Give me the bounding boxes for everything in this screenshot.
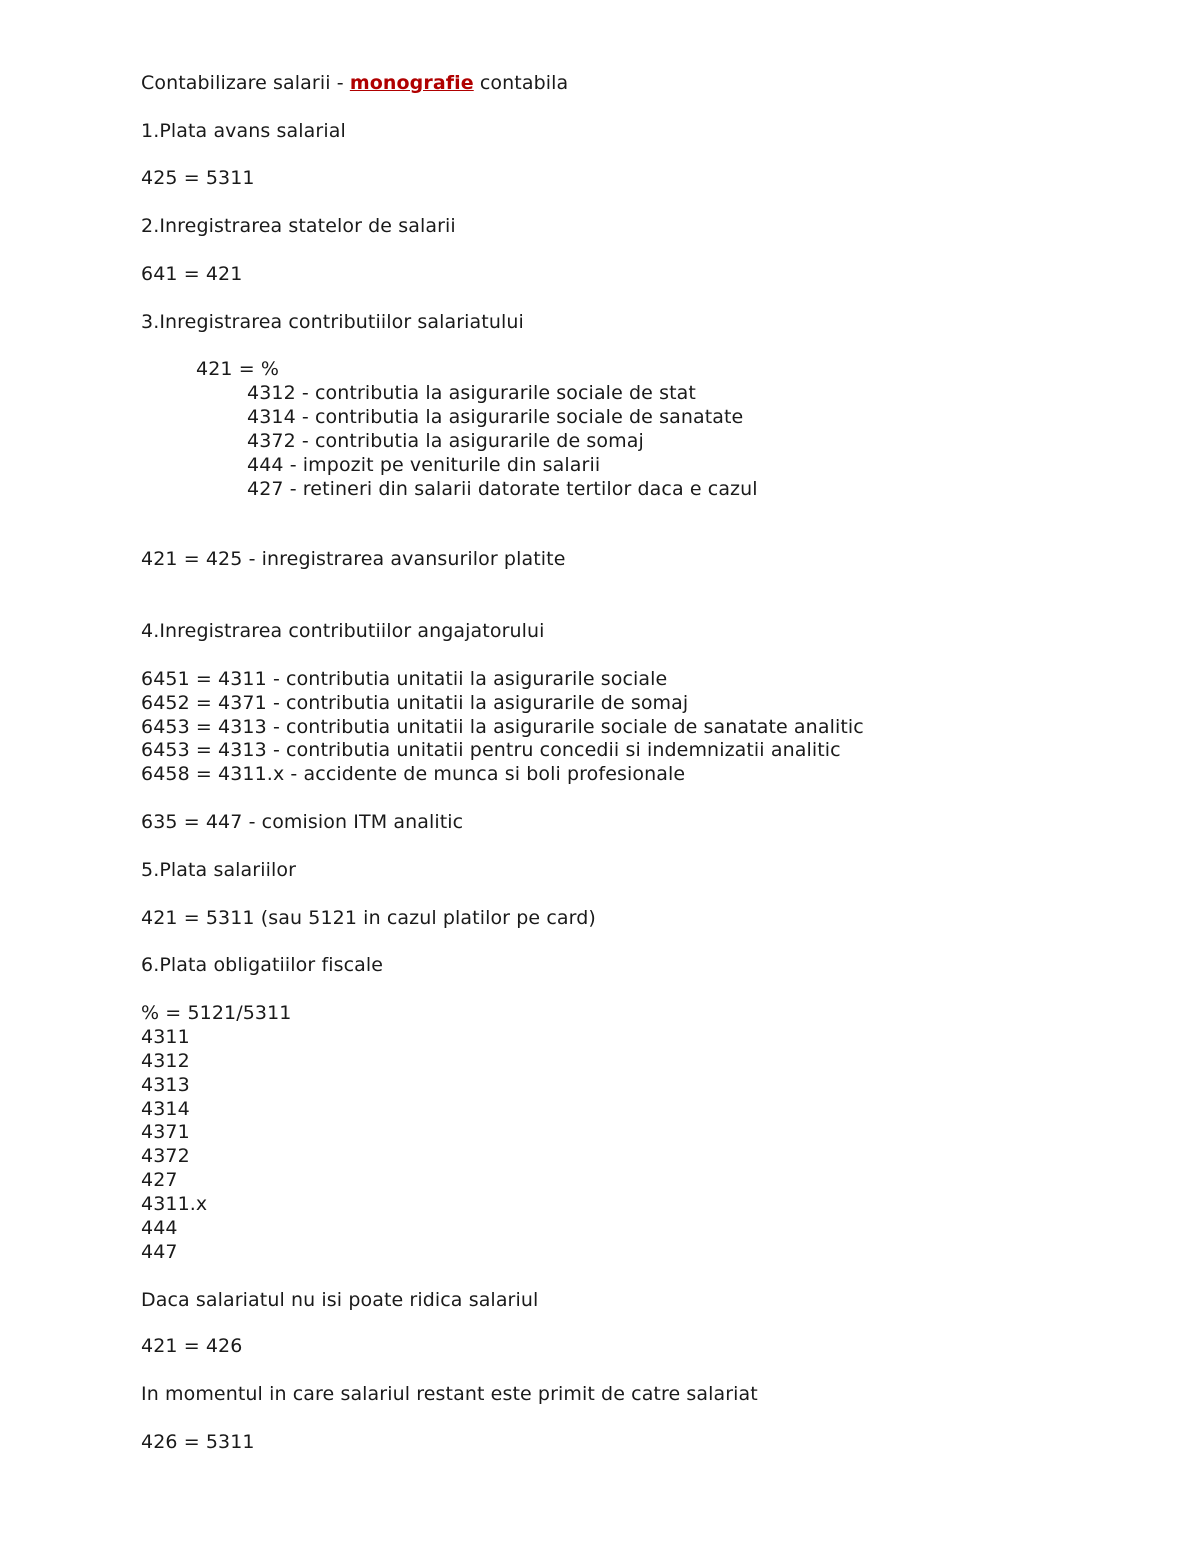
- section-3-item: 444 - impozit pe veniturile din salarii: [247, 454, 601, 476]
- section-6-heading: 6.Plata obligatiilor fiscale: [141, 954, 384, 976]
- section-4-entry: 6458 = 4311.x - accidente de munca si boli profesionale: [141, 763, 686, 785]
- section-6-account: 4312: [141, 1050, 190, 1072]
- section-2-entry: 641 = 421: [141, 263, 243, 285]
- section-2-heading: 2.Inregistrarea statelor de salarii: [141, 215, 456, 237]
- section-4-entry: 6451 = 4311 - contributia unitatii la asigurarile sociale: [141, 668, 668, 690]
- section-3-advance-entry: 421 = 425 - inregistrarea avansurilor platite: [141, 548, 566, 570]
- unclaimed-salary-entry: 421 = 426: [141, 1335, 243, 1357]
- section-3-item: 4372 - contributia la asigurarile de somaj: [247, 430, 644, 452]
- section-1-entry: 425 = 5311: [141, 167, 255, 189]
- section-6-account: 4371: [141, 1121, 190, 1143]
- section-4-entry: 6453 = 4313 - contributia unitatii la asigurarile sociale de sanatate analitic: [141, 716, 864, 738]
- section-5-entry: 421 = 5311 (sau 5121 in cazul platilor pe card): [141, 907, 596, 929]
- section-4-itm-entry: 635 = 447 - comision ITM analitic: [141, 811, 464, 833]
- section-6-account: 447: [141, 1241, 178, 1263]
- section-3-item: 4312 - contributia la asigurarile sociale de stat: [247, 382, 696, 404]
- section-5-heading: 5.Plata salariilor: [141, 859, 296, 881]
- section-6-account: 444: [141, 1217, 178, 1239]
- section-6-account: 4313: [141, 1074, 190, 1096]
- section-3-entry: 421 = %: [196, 358, 280, 380]
- section-4-entry: 6453 = 4313 - contributia unitatii pentru concedii si indemnizatii analitic: [141, 739, 841, 761]
- section-6-account: 4311: [141, 1026, 190, 1048]
- title-prefix: Contabilizare salarii -: [141, 72, 350, 94]
- received-salary-entry: 426 = 5311: [141, 1431, 255, 1453]
- section-3-heading: 3.Inregistrarea contributiilor salariatului: [141, 311, 524, 333]
- monografie-link[interactable]: monografie: [349, 72, 474, 94]
- unclaimed-salary-text: Daca salariatul nu isi poate ridica salariul: [141, 1289, 539, 1311]
- section-6-entry: % = 5121/5311: [141, 1002, 292, 1024]
- section-3-item: 4314 - contributia la asigurarile sociale de sanatate: [247, 406, 744, 428]
- section-3-item: 427 - retineri din salarii datorate tertilor daca e cazul: [247, 478, 758, 500]
- section-4-heading: 4.Inregistrarea contributiilor angajatorului: [141, 620, 545, 642]
- title-suffix: contabila: [473, 72, 569, 94]
- section-6-account: 4311.x: [141, 1193, 208, 1215]
- section-1-heading: 1.Plata avans salarial: [141, 120, 346, 142]
- section-6-account: 427: [141, 1169, 178, 1191]
- document-title: [141, 71, 568, 95]
- received-salary-text: In momentul in care salariul restant este primit de catre salariat: [141, 1383, 758, 1405]
- section-6-account: 4314: [141, 1098, 190, 1120]
- section-4-entry: 6452 = 4371 - contributia unitatii la asigurarile de somaj: [141, 692, 689, 714]
- section-6-account: 4372: [141, 1145, 190, 1167]
